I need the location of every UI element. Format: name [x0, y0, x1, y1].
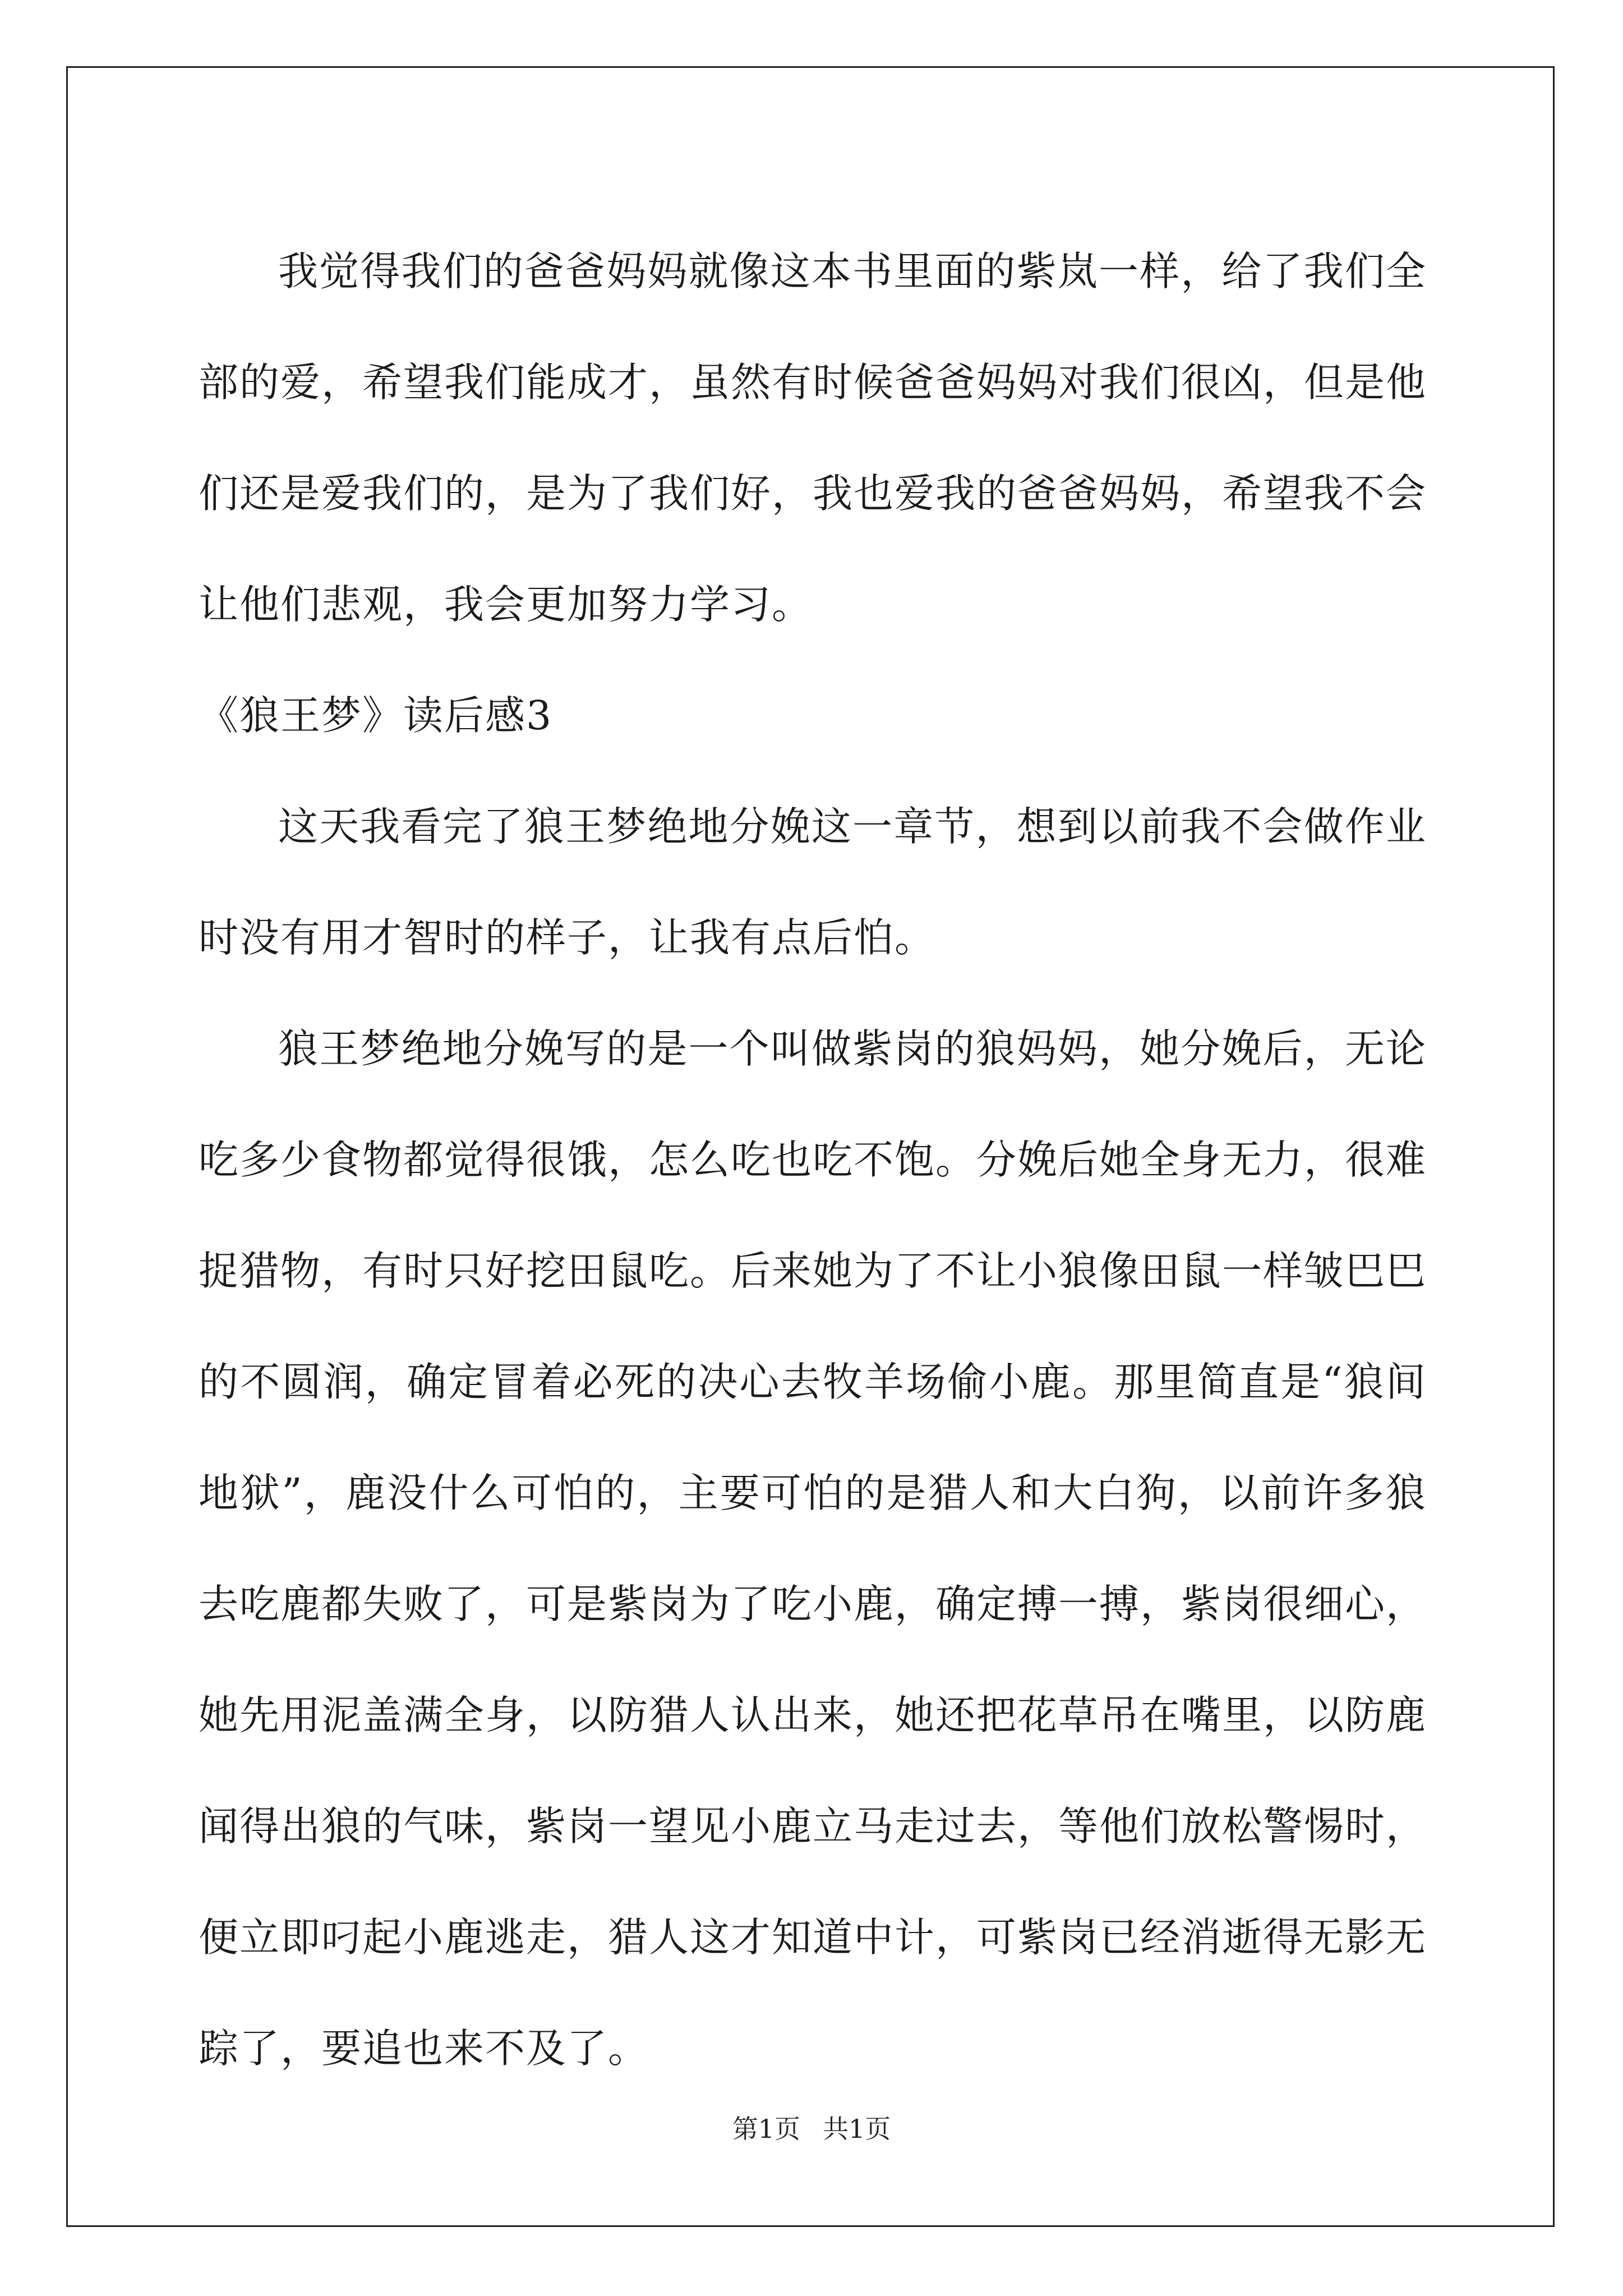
paragraph: 这天我看完了狼王梦绝地分娩这一章节，想到以前我不会做作业时没有用才智时的样子，让我有点后怕。 [199, 803, 1427, 961]
page-number-current: 第1页 [732, 2114, 800, 2144]
document-body [199, 216, 1427, 2104]
paragraph: 狼王梦绝地分娩写的是一个叫做紫岗的狼妈妈，她分娩后，无论吃多少食物都觉得很饿，怎么吃也吃不饱。分娩后她全身无力，很难捉猎物，有时只好挖田鼠吃。后来她为了不让小狼像田鼠一样皱巴巴的不圆润，确定冒着必死的决心去牧羊场偷小鹿。那里简直是“狼间地狱”，鹿没什么可怕的，主要可怕的是猎人和大白狗，以前许多狼去吃鹿都失败了，可是紫岗为了吃小鹿，确定搏一搏，紫岗很细心，她先用泥盖满全身，以防猎人认出来，她还把花草吊在嘴里，以防鹿闻得出狼的气味，紫岗一望见小鹿立马走过去，等他们放松警惕时，便立即叼起小鹿逃走，猎人这才知道中计，可紫岗已经消逝得无影无踪了，要追也来不及了。 [199, 1025, 1427, 2072]
page-footer [0, 2112, 1623, 2146]
section-heading: 《狼王梦》读后感3 [199, 692, 553, 739]
page-number-total: 共1页 [823, 2114, 891, 2144]
paragraph: 我觉得我们的爸爸妈妈就像这本书里面的紫岚一样，给了我们全部的爱，希望我们能成才，虽然有时候爸爸妈妈对我们很凶，但是他们还是爱我们的，是为了我们好，我也爱我的爸爸妈妈，希望我不会让他们悲观，我会更加努力学习。 [199, 248, 1427, 628]
